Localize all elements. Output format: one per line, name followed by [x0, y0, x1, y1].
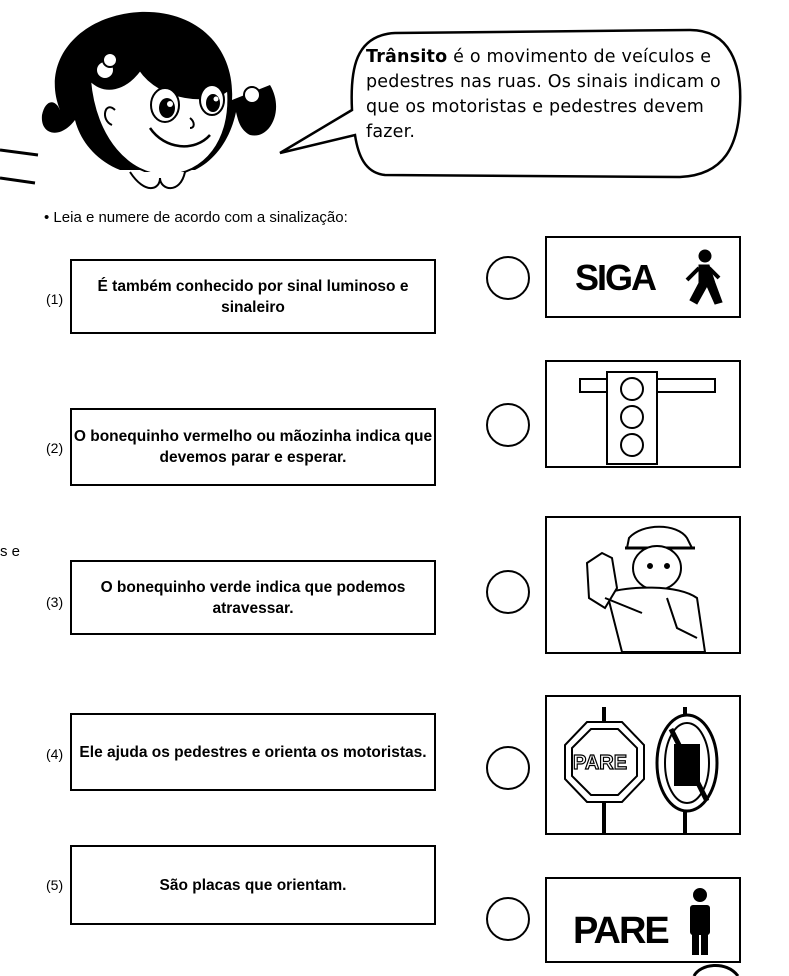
answer-circle-1[interactable]	[486, 256, 530, 300]
traffic-officer-picture	[545, 516, 741, 654]
traffic-light-icon	[580, 372, 715, 464]
item-text-box: Ele ajuda os pedestres e orienta os motoristas.	[70, 713, 436, 791]
traffic-light-picture	[545, 360, 741, 468]
partial-circle-decoration	[690, 960, 750, 976]
item-number: (2)	[46, 440, 64, 456]
item-text-box: São placas que orientam.	[70, 845, 436, 925]
speech-body: é o movimento de veículos e pedestres nas ruas. Os sinais indicam o que os motoristas e pedestres devem fazer.	[366, 47, 721, 142]
answer-circle-3[interactable]	[486, 570, 530, 614]
siga-label: SIGA	[575, 257, 656, 298]
girl-illustration	[0, 0, 300, 200]
speech-text	[366, 45, 728, 145]
answer-circle-5[interactable]	[486, 897, 530, 941]
siga-pedestrian-sign	[545, 236, 741, 318]
walking-pedestrian-icon	[687, 250, 722, 304]
instruction-label: Leia e numere de acordo com a sinalização:	[53, 209, 348, 226]
item-number: (5)	[46, 877, 64, 893]
road-signs-picture	[545, 695, 741, 835]
pare-label: PARE	[573, 910, 668, 952]
item-number: (4)	[46, 746, 64, 762]
item-number: (1)	[46, 291, 64, 307]
answer-circle-4[interactable]	[486, 746, 530, 790]
standing-pedestrian-icon	[690, 888, 710, 955]
instruction-text: • Leia e numere de acordo com a sinalização:	[44, 209, 348, 226]
pare-label-road: PARE	[573, 752, 628, 774]
item-text-box: O bonequinho vermelho ou mãozinha indica que devemos parar e esperar.	[70, 408, 436, 486]
road-signs-icon	[565, 707, 717, 833]
speech-bold-word: Trânsito	[366, 47, 448, 67]
item-text-box: É também conhecido por sinal luminoso e sinaleiro	[70, 259, 436, 334]
item-number: (3)	[46, 594, 64, 610]
item-text-box: O bonequinho verde indica que podemos atravessar.	[70, 560, 436, 635]
answer-circle-2[interactable]	[486, 403, 530, 447]
pare-pedestrian-sign	[545, 877, 741, 963]
stray-margin-text: s e	[0, 543, 21, 560]
traffic-officer-icon	[587, 527, 705, 652]
